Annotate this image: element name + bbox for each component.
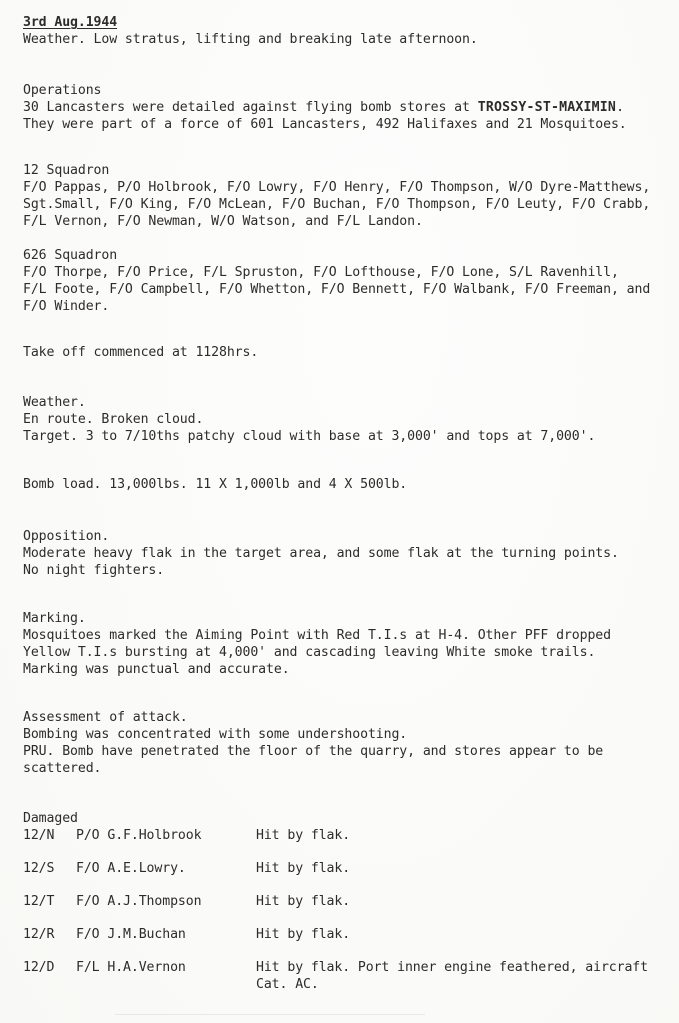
target-name: TROSSY-ST-MAXIMIN xyxy=(477,100,617,115)
table-row xyxy=(23,827,663,844)
takeoff-line: Take off commenced at 1128hrs. xyxy=(23,345,259,360)
opposition-flak-line: Moderate heavy flak in the target area, and some flak at the turning points. xyxy=(23,546,619,561)
takeoff-section xyxy=(23,344,663,361)
damaged-section xyxy=(23,810,663,993)
assessment-section xyxy=(23,709,663,777)
pilot-cell: F/L H.A.Vernon xyxy=(76,960,186,975)
operations-detail-pre: 30 Lancasters were detailed against flying bomb stores at xyxy=(23,100,478,115)
header-section xyxy=(23,14,663,48)
weather-section xyxy=(23,394,663,445)
marking-heading: Marking. xyxy=(23,611,86,626)
bomb-load-line: Bomb load. 13,000lbs. 11 X 1,000lb and 4 X 500lb. xyxy=(23,477,408,492)
bomb-load-section xyxy=(23,476,663,493)
squadron-12-heading: 12 Squadron xyxy=(23,163,110,178)
crew-list-line: F/O Winder. xyxy=(23,299,110,314)
table-row xyxy=(23,926,663,943)
crew-list-line: Sgt.Small, F/O King, F/O McLean, F/O Buchan, F/O Thompson, F/O Leuty, F/O Crabb, xyxy=(23,197,651,212)
table-row xyxy=(23,860,663,877)
scan-artifact-line xyxy=(115,1014,425,1015)
note-cell: Hit by flak. xyxy=(256,828,351,843)
note-cell: Hit by flak. xyxy=(256,927,351,942)
marking-section xyxy=(23,610,663,678)
damaged-heading: Damaged xyxy=(23,811,78,826)
operations-force-line: They were part of a force of 601 Lancasters, 492 Halifaxes and 21 Mosquitoes. xyxy=(23,117,627,132)
pilot-cell: P/O G.F.Holbrook xyxy=(76,828,202,843)
aircraft-cell: 12/S xyxy=(23,861,55,876)
pilot-cell: F/O A.J.Thompson xyxy=(76,894,202,909)
table-row xyxy=(23,959,663,993)
opposition-fighters-line: No night fighters. xyxy=(23,563,165,578)
assessment-line: PRU. Bomb have penetrated the floor of the quarry, and stores appear to be xyxy=(23,744,604,759)
squadron-12-section xyxy=(23,162,663,230)
date-heading: 3rd Aug.1944 xyxy=(23,15,118,30)
weather-enroute-line: En route. Broken cloud. xyxy=(23,412,204,427)
aircraft-cell: 12/R xyxy=(23,927,55,942)
opposition-section xyxy=(23,528,663,579)
marking-line: Marking was punctual and accurate. xyxy=(23,662,290,677)
operations-heading: Operations xyxy=(23,83,102,98)
weather-target-line: Target. 3 to 7/10ths patchy cloud with base at 3,000' and tops at 7,000'. xyxy=(23,429,596,444)
marking-line: Mosquitoes marked the Aiming Point with Red T.I.s at H-4. Other PFF dropped xyxy=(23,628,611,643)
note-cell: Hit by flak. xyxy=(256,861,351,876)
weather-summary-line: Weather. Low stratus, lifting and breaking late afternoon. xyxy=(23,32,478,47)
crew-list-line: F/O Pappas, P/O Holbrook, F/O Lowry, F/O Henry, F/O Thompson, W/O Dyre-Matthews, xyxy=(23,180,651,195)
crew-list-line: F/L Vernon, F/O Newman, W/O Watson, and F/L Landon. xyxy=(23,214,423,229)
assessment-line: scattered. xyxy=(23,761,102,776)
squadron-626-heading: 626 Squadron xyxy=(23,248,118,263)
opposition-heading: Opposition. xyxy=(23,529,110,544)
weather-heading: Weather. xyxy=(23,395,86,410)
squadron-626-section xyxy=(23,247,663,315)
aircraft-cell: 12/D xyxy=(23,960,55,975)
operations-section xyxy=(23,82,663,133)
crew-list-line: F/O Thorpe, F/O Price, F/L Spruston, F/O Lofthouse, F/O Lone, S/L Ravenhill, xyxy=(23,265,619,280)
aircraft-cell: 12/N xyxy=(23,828,55,843)
table-row xyxy=(23,893,663,910)
damaged-table xyxy=(23,827,663,993)
operations-detail-post: . xyxy=(616,100,624,115)
assessment-heading: Assessment of attack. xyxy=(23,710,188,725)
assessment-line: Bombing was concentrated with some undershooting. xyxy=(23,727,408,742)
note-cell: Hit by flak. xyxy=(256,894,351,909)
note-cell: Hit by flak. Port inner engine feathered, aircraft Cat. AC. xyxy=(256,960,648,992)
aircraft-cell: 12/T xyxy=(23,894,55,909)
marking-line: Yellow T.I.s bursting at 4,000' and cascading leaving White smoke trails. xyxy=(23,645,596,660)
operations-detail-line xyxy=(23,99,663,116)
pilot-cell: F/O A.E.Lowry. xyxy=(76,861,186,876)
crew-list-line: F/L Foote, F/O Campbell, F/O Whetton, F/O Bennett, F/O Walbank, F/O Freeman, and xyxy=(23,282,651,297)
pilot-cell: F/O J.M.Buchan xyxy=(76,927,186,942)
